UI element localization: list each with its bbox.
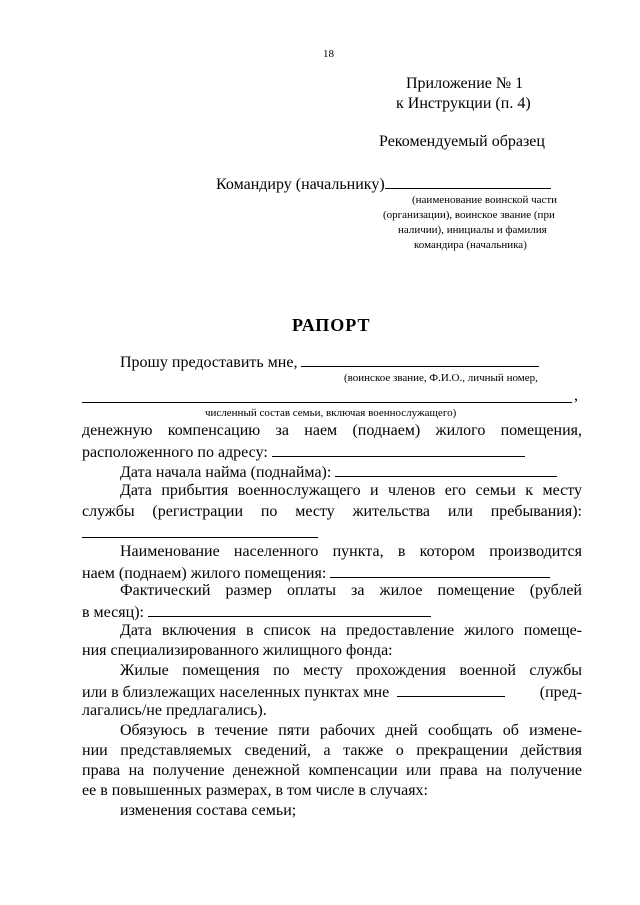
address-line: [82, 441, 525, 462]
compensation-line-1: денежную компенсацию за наем (поднаем) жилого помещения,: [82, 422, 582, 439]
start-date-blank: [335, 461, 557, 477]
request-hint-1: (воинское звание, Ф.И.О., личный номер,: [344, 372, 538, 384]
addressee-hint-2: (организации), воинское звание (при: [383, 209, 555, 221]
addressee-line: [216, 173, 551, 194]
settlement-blank: [330, 562, 550, 578]
addressee-hint-4: командира (начальника): [414, 239, 527, 251]
start-date-line: [120, 461, 557, 482]
list-line-1: Дата включения в список на предоставление жилого помеще-: [120, 622, 582, 639]
appendix-number: Приложение № 1: [406, 75, 524, 92]
request-blank-2: [82, 402, 572, 403]
page-number: 18: [323, 48, 334, 60]
address-label: расположенного по адресу:: [82, 444, 268, 461]
request-blank: [301, 351, 539, 367]
housing-line-3: лагались/не предлагались).: [82, 702, 267, 719]
request-lead: Прошу предоставить мне,: [120, 354, 298, 371]
payment-line: [82, 601, 431, 622]
addressee-hint-3: наличии), инициалы и фамилия: [398, 224, 547, 236]
settlement-label: наем (поднаем) жилого помещения:: [82, 565, 327, 582]
addressee-hint-1: (наименование воинской части: [412, 194, 558, 206]
request-hint-2: численный состав семьи, включая военнослужащего): [205, 407, 457, 419]
arrival-line-2: службы (регистрации по месту жительства или пребывания):: [82, 503, 582, 520]
housing-label: или в близлежащих населенных пунктах мне: [82, 684, 390, 701]
start-date-label: Дата начала найма (поднайма):: [120, 464, 332, 481]
arrival-line-1: Дата прибытия военнослужащего и членов его семьи к месту: [120, 482, 582, 499]
address-blank: [272, 441, 525, 457]
appendix-reference: к Инструкции (п. 4): [396, 95, 531, 112]
obligation-line-2: нии представляемых сведений, а также о прекращении действия: [82, 742, 582, 759]
request-comma: ,: [574, 387, 578, 404]
housing-line-1: Жилые помещения по месту прохождения военной службы: [120, 662, 582, 679]
obligation-line-1: Обязуюсь в течение пяти рабочих дней сообщать об измене-: [120, 722, 582, 739]
addressee-label: Командиру (начальнику): [216, 176, 385, 193]
addressee-blank: [385, 173, 551, 189]
obligation-line-3: права на получение денежной компенсации или права на получение: [82, 762, 582, 779]
sample-label: Рекомендуемый образец: [379, 133, 545, 150]
request-line: [120, 351, 539, 372]
housing-blank: [397, 681, 505, 697]
document-title: РАПОРТ: [292, 315, 371, 335]
obligation-line-4: ее в повышенных размерах, в том числе в случаях:: [82, 782, 428, 799]
settlement-line-1: Наименование населенного пункта, в котором производится: [120, 543, 582, 560]
housing-offered-start: (пред-: [539, 684, 582, 701]
housing-line-2: [82, 681, 582, 702]
settlement-line: [82, 562, 550, 583]
payment-blank: [148, 601, 431, 617]
family-change-case: изменения состава семьи;: [120, 802, 297, 819]
payment-label: в месяц):: [82, 604, 144, 621]
payment-line-1: Фактический размер оплаты за жилое помещение (рублей: [120, 582, 582, 599]
arrival-blank: [82, 537, 318, 538]
list-line-2: ния специализированного жилищного фонда:: [82, 642, 393, 659]
